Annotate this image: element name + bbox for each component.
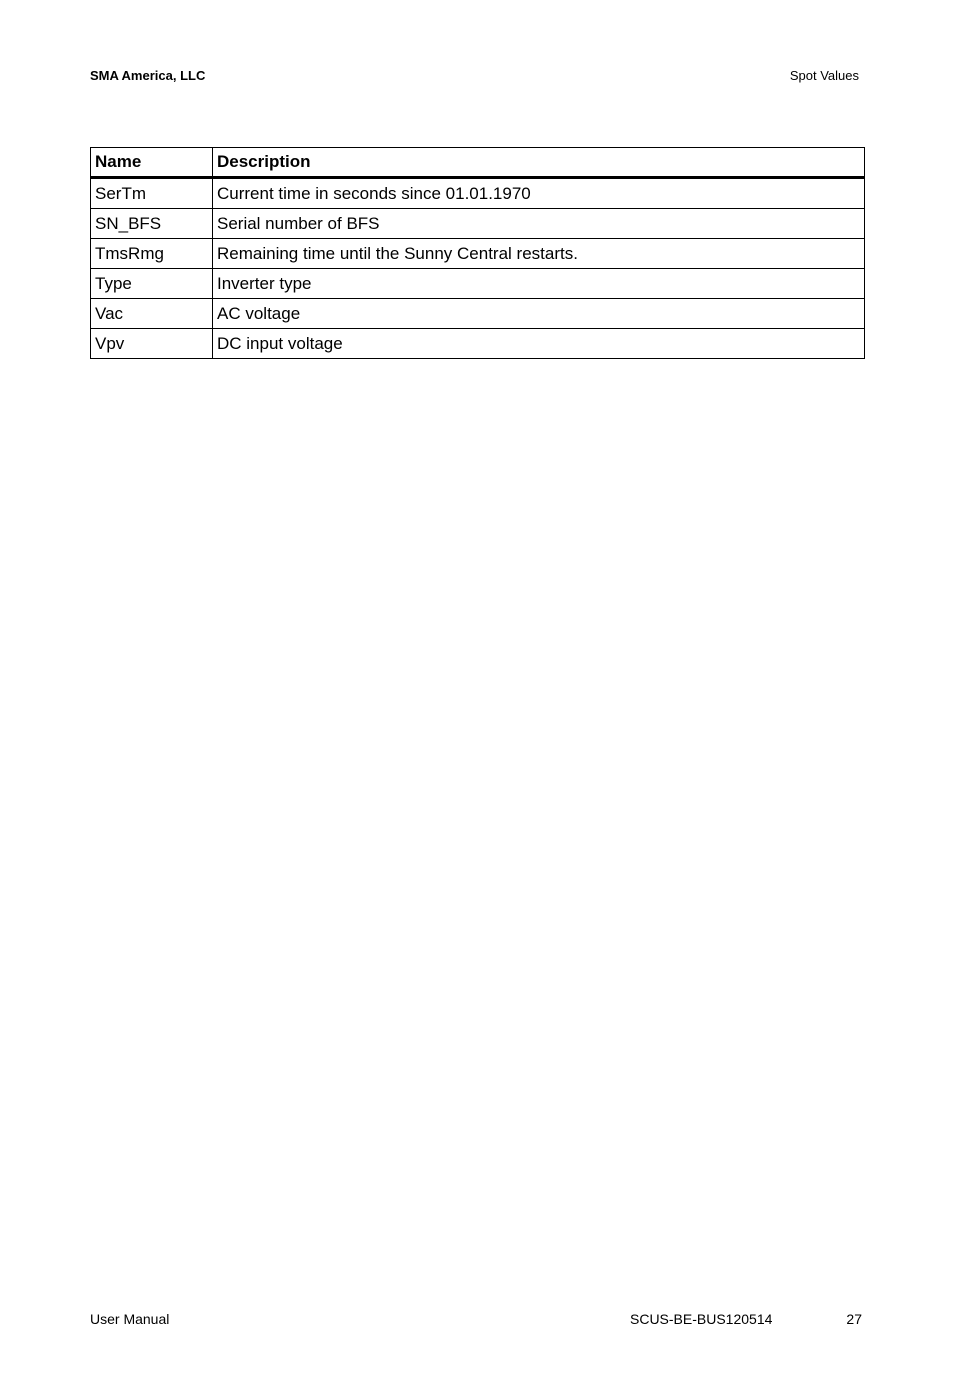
spot-values-table: [90, 147, 865, 359]
table-row: [91, 329, 865, 359]
cell-name: TmsRmg: [91, 239, 213, 269]
cell-description: Remaining time until the Sunny Central restarts.: [213, 239, 865, 269]
table-row: [91, 299, 865, 329]
cell-name: Type: [91, 269, 213, 299]
cell-description: Inverter type: [213, 269, 865, 299]
cell-description: Current time in seconds since 01.01.1970: [213, 178, 865, 209]
cell-name: Vac: [91, 299, 213, 329]
footer-manual-label: User Manual: [90, 1311, 170, 1327]
footer-document-code: SCUS-BE-BUS120514: [630, 1311, 773, 1327]
cell-name: Vpv: [91, 329, 213, 359]
page-number: 27: [846, 1311, 862, 1327]
cell-name: SN_BFS: [91, 209, 213, 239]
column-header-description: Description: [213, 148, 865, 178]
header-section-title: Spot Values: [789, 68, 859, 83]
header-company: SMA America, LLC: [90, 68, 206, 83]
table-row: [91, 178, 865, 209]
cell-description: AC voltage: [213, 299, 865, 329]
table-row: [91, 269, 865, 299]
cell-description: Serial number of BFS: [213, 209, 865, 239]
column-header-name: Name: [91, 148, 213, 178]
cell-name: SerTm: [91, 178, 213, 209]
table-row: [91, 209, 865, 239]
table-header-row: [91, 148, 865, 178]
cell-description: DC input voltage: [213, 329, 865, 359]
table-row: [91, 239, 865, 269]
